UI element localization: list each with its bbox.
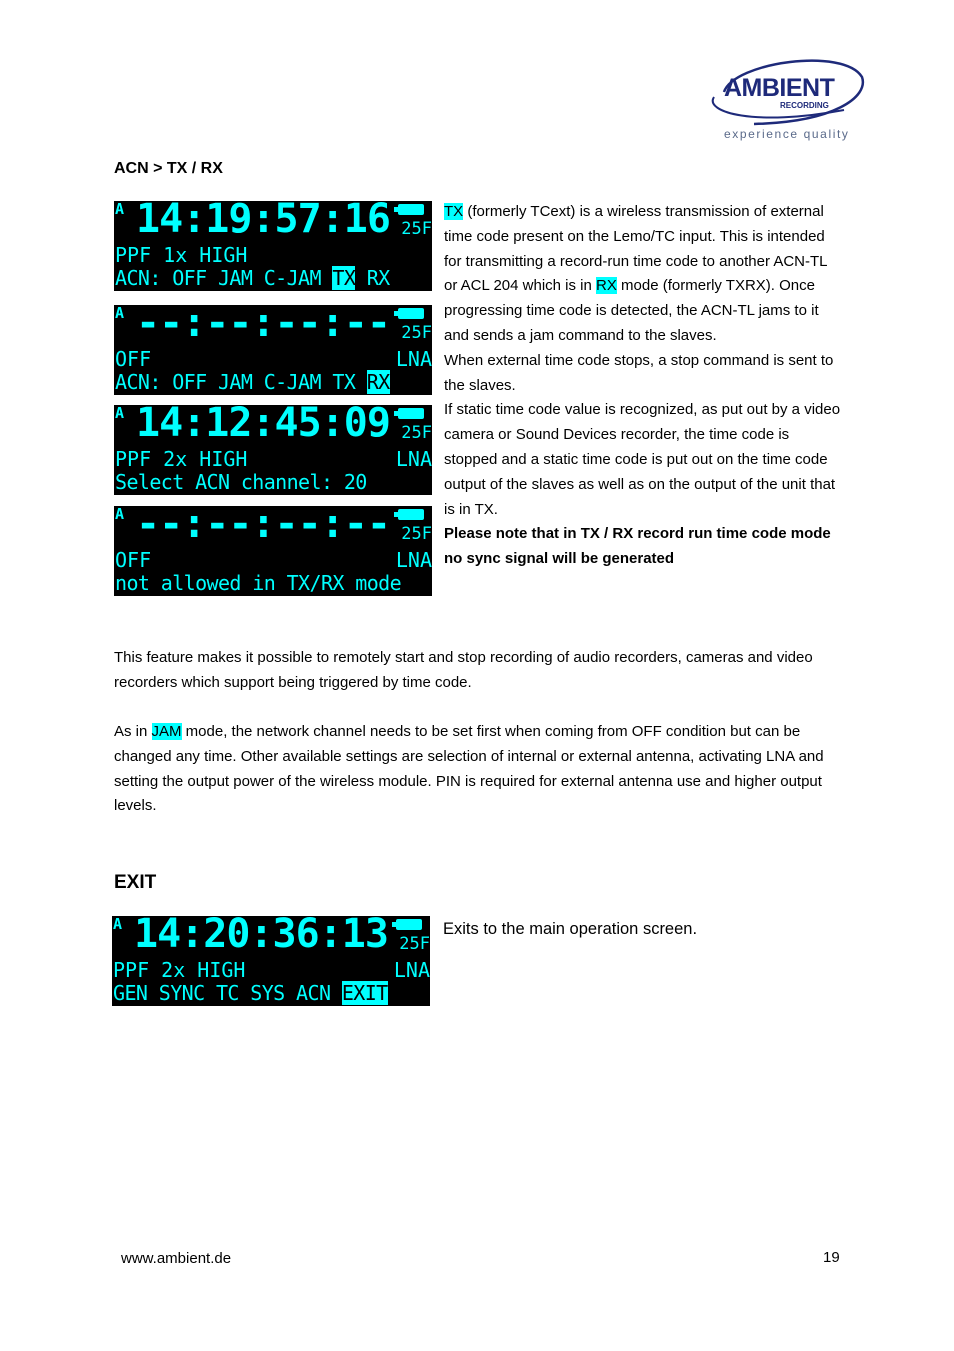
battery-icon bbox=[396, 919, 422, 930]
fps-label: 25F bbox=[399, 934, 430, 954]
channel-label: A bbox=[115, 201, 125, 218]
status-line: PPF 2x HIGH bbox=[113, 958, 246, 982]
text: mode (formerly TXRX). Once progressing time code is detected, the ACN-TL jams to it and sends a jam command to the slaves. bbox=[444, 277, 819, 344]
tx-rx-description bbox=[444, 200, 844, 572]
section-heading-acn: ACN > TX / RX bbox=[114, 160, 223, 177]
note: Please note that in TX / RX record run time code mode no sync signal will be generated bbox=[444, 525, 831, 568]
fps-label: 25F bbox=[401, 219, 432, 239]
fps-label: 25F bbox=[401, 323, 432, 343]
menu-text: RX bbox=[355, 266, 390, 290]
battery-icon bbox=[398, 204, 424, 215]
menu-line bbox=[115, 571, 401, 595]
menu-text: ACN: OFF JAM C-JAM bbox=[115, 266, 333, 290]
body-paragraph-1 bbox=[114, 646, 844, 696]
ambient-logo bbox=[694, 52, 869, 147]
channel-label: A bbox=[115, 506, 125, 523]
exit-description: Exits to the main operation screen. bbox=[443, 920, 698, 938]
battery-icon bbox=[398, 308, 424, 319]
menu-selected: TX bbox=[332, 266, 356, 290]
status-line: OFF bbox=[115, 347, 152, 371]
paragraph: This feature makes it possible to remotely start and stop recording of audio recorders, cameras and video recorders which support being triggered by time code. bbox=[114, 649, 813, 691]
timecode: 14:12:45:09 bbox=[136, 405, 390, 446]
paragraph: If static time code value is recognized, as put out by a video camera or Sound Devices recorder, the time code is stopped and a static time code is put out on the time code output of the slaves as well as on the output of the unit that is in TX. bbox=[444, 401, 841, 518]
tx-highlight: TX bbox=[444, 203, 464, 220]
lna-label: LNA bbox=[395, 347, 432, 371]
footer-url: www.ambient.de bbox=[121, 1250, 232, 1267]
channel-label: A bbox=[115, 305, 125, 322]
lna-label: LNA bbox=[395, 447, 432, 471]
timecode: --:--:--:-- bbox=[136, 305, 390, 346]
timecode: 14:19:57:16 bbox=[136, 201, 390, 242]
section-heading-exit: EXIT bbox=[114, 872, 157, 893]
logo-tagline: experience quality bbox=[724, 127, 850, 141]
text: (formerly TCext) is a wireless transmission of external time code present on the Lemo/TC input. This is intended for transmitting a record-run time code to another ACN-TL or ACL 204 which is in bbox=[444, 203, 827, 295]
device-screen-rx bbox=[114, 305, 432, 395]
menu-line bbox=[115, 370, 390, 394]
status-line: OFF bbox=[115, 548, 152, 572]
channel-label: A bbox=[113, 916, 123, 933]
device-screen-not-allowed bbox=[114, 506, 432, 596]
paragraph: When external time code stops, a stop command is sent to the slaves. bbox=[444, 351, 834, 394]
lna-label: LNA bbox=[393, 958, 430, 982]
menu-line bbox=[115, 266, 390, 290]
channel-label: A bbox=[115, 405, 125, 422]
device-screen-tx bbox=[114, 201, 432, 291]
paragraph bbox=[444, 200, 844, 349]
menu-selected: EXIT bbox=[341, 981, 388, 1005]
status-line: PPF 2x HIGH bbox=[115, 447, 248, 471]
battery-icon bbox=[398, 509, 424, 520]
menu-text: GEN SYNC TC SYS ACN bbox=[113, 981, 342, 1005]
battery-icon bbox=[398, 408, 424, 419]
logo-sub: RECORDING bbox=[780, 101, 829, 110]
lna-label: LNA bbox=[395, 548, 432, 572]
body-paragraph-2 bbox=[114, 720, 849, 819]
fps-label: 25F bbox=[401, 524, 432, 544]
menu-text: Select ACN channel: 20 bbox=[115, 470, 367, 494]
menu-line bbox=[113, 981, 388, 1005]
timecode: 14:20:36:13 bbox=[134, 916, 388, 957]
status-line: PPF 1x HIGH bbox=[115, 243, 248, 267]
fps-label: 25F bbox=[401, 423, 432, 443]
text: As in bbox=[114, 723, 152, 740]
device-screen-channel bbox=[114, 405, 432, 495]
paragraph bbox=[114, 720, 849, 819]
logo-brand: AMBIENT bbox=[724, 74, 835, 102]
device-screen-exit bbox=[112, 916, 430, 1006]
rx-highlight: RX bbox=[596, 277, 617, 295]
jam-highlight: JAM bbox=[151, 723, 182, 740]
page-number: 19 bbox=[823, 1249, 840, 1266]
timecode: --:--:--:-- bbox=[136, 506, 390, 547]
menu-text: not allowed in TX/RX mode bbox=[115, 571, 402, 595]
menu-selected: RX bbox=[366, 370, 390, 394]
menu-line bbox=[115, 470, 367, 494]
text: mode, the network channel needs to be set first when coming from OFF condition but can be changed any time. Other available settings are selection of internal or external antenna, activating LNA and setting the output power of the wireless module. PIN is required for external antenna use and higher output levels. bbox=[114, 723, 824, 815]
menu-text: ACN: OFF JAM C-JAM TX bbox=[115, 370, 367, 394]
